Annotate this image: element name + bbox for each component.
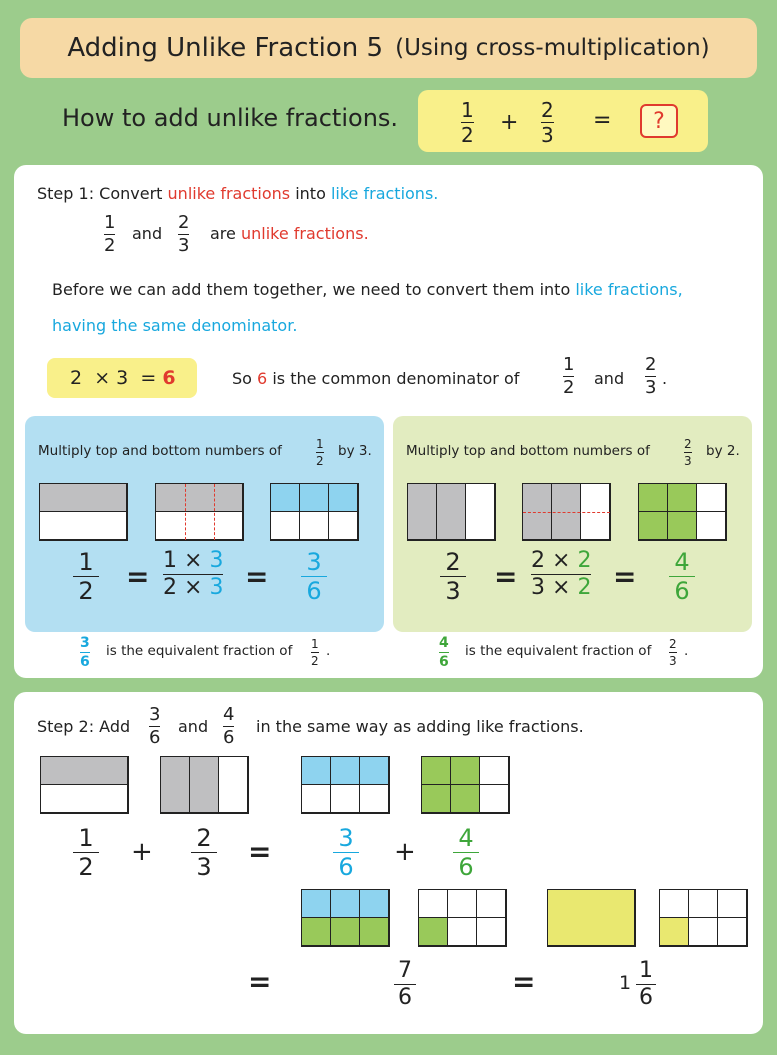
right-eq-fraction: [440, 550, 466, 603]
step2-diagram-four-sixths: [421, 756, 510, 814]
right-multiplication-fraction: [531, 550, 591, 599]
left-instr-fraction: [316, 438, 324, 467]
cell: [668, 512, 697, 540]
denominator: 2: [461, 123, 474, 147]
right-instruction: Multiply top and bottom numbers of: [406, 443, 650, 459]
step2-diagram-combined-1: [301, 889, 390, 947]
cell: [448, 890, 477, 918]
mult-top: 2 ×: [531, 548, 571, 573]
calc-result: 6: [162, 367, 176, 389]
cell: [360, 918, 389, 946]
cell: [639, 484, 668, 512]
before-text: [52, 280, 683, 299]
problem-fraction-1: [461, 100, 474, 145]
are-text: are: [210, 224, 236, 243]
step2-seven-sixths: [394, 960, 416, 1009]
equiv-right-text: is the equivalent fraction of: [465, 643, 652, 659]
right-by: by 2.: [706, 443, 740, 459]
step1-label: Step 1: Convert: [37, 184, 163, 203]
cell: [697, 512, 726, 540]
cell: [639, 512, 668, 540]
numerator: 1: [78, 548, 94, 576]
denominator: 3: [178, 235, 190, 256]
denominator: 6: [338, 853, 354, 881]
cell: [408, 484, 437, 540]
cell: [477, 918, 506, 946]
common-denominator-text: [232, 369, 519, 388]
numerator: 2: [445, 548, 461, 576]
mixed-fraction: [636, 960, 656, 1009]
are-unlike-text: [210, 224, 369, 243]
cell: [360, 785, 389, 813]
numerator: 2: [645, 354, 657, 375]
equiv-left-orig: [311, 638, 319, 667]
numerator: 4: [458, 824, 474, 852]
cell: [331, 890, 360, 918]
calc-times: ×: [94, 367, 111, 389]
equiv-left-fraction: [80, 636, 90, 669]
cell: [451, 757, 480, 785]
step2-and: and: [178, 717, 209, 736]
cell: [331, 785, 360, 813]
numerator: 4: [223, 704, 235, 725]
step1-heading: [37, 184, 438, 203]
equiv-right-orig: [669, 638, 677, 667]
howto-text: How to add unlike fractions.: [62, 104, 399, 132]
cell: [41, 757, 128, 785]
before-sentence: Before we can add them together, we need to convert them into: [52, 280, 571, 299]
dashed-line-3: [523, 512, 610, 513]
mixed-whole: 1: [619, 972, 632, 994]
left-eq-sign-1: =: [126, 560, 150, 593]
left-eq-sign-2: =: [245, 560, 269, 593]
denominator: 3: [541, 123, 554, 147]
cell: [271, 484, 300, 512]
cell: [451, 785, 480, 813]
cell: [422, 785, 451, 813]
numerator: 2: [669, 637, 677, 651]
numerator: 7: [398, 958, 412, 983]
denominator: 6: [80, 654, 90, 670]
step2-diagram-two-thirds: [160, 756, 249, 814]
numerator: 1: [316, 437, 324, 451]
denominator: 2: [78, 577, 94, 605]
cell: [302, 890, 331, 918]
numerator: 3: [306, 548, 322, 576]
denominator: 6: [639, 985, 653, 1010]
step2-diagram-three-sixths: [301, 756, 390, 814]
step2-plus-2: +: [394, 837, 416, 867]
mult-factor: 3: [209, 548, 224, 573]
denominator: 3: [196, 853, 212, 881]
mult-factor: 2: [577, 548, 592, 573]
equiv-right-fraction: [439, 636, 449, 669]
cell: [302, 918, 331, 946]
mult-factor: 2: [577, 575, 592, 600]
step2-label: Step 2: Add: [37, 717, 131, 736]
calc-a: 2: [70, 367, 83, 389]
like-text-2: like fractions,: [575, 280, 683, 299]
fraction-two-thirds-2: [645, 356, 656, 397]
fraction-half-2: [563, 356, 574, 397]
denominator: 3: [645, 377, 657, 398]
unlike-text: unlike fractions: [167, 184, 291, 203]
right-diagram-1: [407, 483, 496, 541]
step2-rest: in the same way as adding like fractions.: [256, 717, 584, 736]
cell: [697, 484, 726, 512]
numerator: 3: [80, 635, 90, 651]
cell: [190, 757, 219, 813]
step2-diagram-half: [40, 756, 129, 814]
common-text: is the common denominator of: [272, 369, 520, 388]
numerator: 1: [639, 958, 653, 983]
calc-expression: [70, 367, 176, 389]
like-text: like fractions.: [330, 184, 439, 203]
denominator: 2: [316, 454, 324, 468]
period: .: [662, 369, 668, 388]
numerator: 1: [311, 637, 319, 651]
cell: [668, 484, 697, 512]
denominator: [163, 577, 223, 599]
step2-diagram-whole: [547, 889, 636, 947]
cell: [437, 484, 466, 540]
cell: [548, 890, 635, 946]
equiv-left-dot: .: [326, 643, 331, 659]
left-diagram-3: [270, 483, 359, 541]
step2-diagram-combined-2: [418, 889, 507, 947]
cell: [302, 757, 331, 785]
denominator: 6: [223, 727, 235, 748]
problem-fraction-2: [541, 100, 554, 145]
right-eq-sign-2: =: [613, 560, 637, 593]
mult-factor: 3: [209, 575, 224, 600]
denominator: 3: [669, 654, 677, 668]
dashed-line-1: [185, 484, 186, 540]
left-result-fraction: [301, 550, 327, 603]
cell: [156, 484, 243, 512]
page-subtitle: (Using cross-multiplication): [395, 35, 710, 61]
numerator: 2: [196, 824, 212, 852]
mult-top: 1 ×: [163, 548, 203, 573]
denominator: 2: [104, 235, 116, 256]
cell: [422, 757, 451, 785]
numerator: 3: [338, 824, 354, 852]
mult-bottom: 2 ×: [163, 575, 203, 600]
denominator: 6: [398, 985, 412, 1010]
denominator: 3: [445, 577, 461, 605]
numerator: 2: [684, 437, 692, 451]
cell: [660, 918, 689, 946]
denominator: 3: [684, 454, 692, 468]
right-result-fraction: [669, 550, 695, 603]
cell: [40, 484, 127, 512]
step2-eq-half: [73, 826, 99, 879]
step2-eq-2: =: [248, 965, 272, 998]
step2-eq-three-sixths: [333, 826, 359, 879]
cell: [477, 890, 506, 918]
cell: [480, 757, 509, 785]
six-text: 6: [257, 369, 268, 388]
numerator: [531, 550, 591, 572]
equiv-left-text: is the equivalent fraction of: [106, 643, 293, 659]
cell: [419, 890, 448, 918]
step2-fraction-1: [149, 706, 160, 747]
numerator: 1: [461, 98, 474, 122]
numerator: 1: [78, 824, 94, 852]
numerator: 1: [104, 212, 116, 233]
left-multiplication-fraction: [163, 550, 223, 599]
cell: [360, 757, 389, 785]
left-by: by 3.: [338, 443, 372, 459]
page-title: Adding Unlike Fraction 5: [67, 33, 384, 63]
fraction-two-thirds: [178, 214, 189, 255]
cell: [300, 484, 329, 512]
cell: [466, 484, 495, 540]
cell: [480, 785, 509, 813]
calc-eq: =: [140, 367, 157, 389]
left-diagram-1: [39, 483, 128, 541]
numerator: 4: [674, 548, 690, 576]
cell: [329, 512, 358, 540]
cell: [156, 512, 243, 540]
cell: [718, 918, 747, 946]
cell: [331, 918, 360, 946]
dashed-line-2: [214, 484, 215, 540]
cell: [219, 757, 248, 813]
cell: [161, 757, 190, 813]
cell: [419, 918, 448, 946]
step2-eq-two-thirds: [191, 826, 217, 879]
cell: [329, 484, 358, 512]
numerator: 1: [563, 354, 575, 375]
denominator: 6: [674, 577, 690, 605]
cell: [302, 785, 331, 813]
step2-eq-3: =: [512, 965, 536, 998]
right-instr-fraction: [684, 438, 692, 467]
step2-diagram-one-sixth: [659, 889, 748, 947]
numerator: 3: [149, 704, 161, 725]
into-text: into: [295, 184, 326, 203]
denominator: 6: [149, 727, 161, 748]
cell: [718, 890, 747, 918]
numerator: 4: [439, 635, 449, 651]
cell: [360, 890, 389, 918]
denominator: 2: [311, 654, 319, 668]
mult-bottom: 3 ×: [531, 575, 571, 600]
numerator: [163, 550, 223, 572]
denominator: [531, 577, 591, 599]
step2-fraction-2: [223, 706, 234, 747]
cell: [300, 512, 329, 540]
cell: [660, 890, 689, 918]
step2-plus: +: [131, 837, 153, 867]
denominator: 2: [78, 853, 94, 881]
plus-sign: +: [500, 110, 519, 135]
step2-eq-four-sixths: [453, 826, 479, 879]
cell: [448, 918, 477, 946]
cell: [331, 757, 360, 785]
cell: [41, 785, 128, 813]
left-instruction: Multiply top and bottom numbers of: [38, 443, 282, 459]
numerator: 2: [178, 212, 190, 233]
and-text: and: [132, 224, 163, 243]
title-bar: [20, 18, 757, 78]
denominator: 6: [458, 853, 474, 881]
unlike-text-2: unlike fractions.: [240, 224, 369, 243]
cell: [40, 512, 127, 540]
cell: [689, 918, 718, 946]
and-text-2: and: [594, 369, 625, 388]
right-eq-sign-1: =: [494, 560, 518, 593]
denominator: 6: [439, 654, 449, 670]
cell: [271, 512, 300, 540]
calc-b: 3: [116, 367, 129, 389]
step2-eq: =: [248, 835, 272, 868]
numerator: 2: [541, 98, 554, 122]
cell: [689, 890, 718, 918]
denominator: 2: [563, 377, 575, 398]
question-box: ?: [640, 104, 678, 138]
so-text: So: [232, 369, 252, 388]
fraction-half: [104, 214, 115, 255]
same-denominator-text: having the same denominator.: [52, 316, 298, 335]
left-diagram-2: [155, 483, 244, 541]
left-eq-fraction: [73, 550, 99, 603]
equals-sign: =: [593, 108, 612, 133]
equiv-right-dot: .: [684, 643, 689, 659]
denominator: 6: [306, 577, 322, 605]
right-diagram-3: [638, 483, 727, 541]
